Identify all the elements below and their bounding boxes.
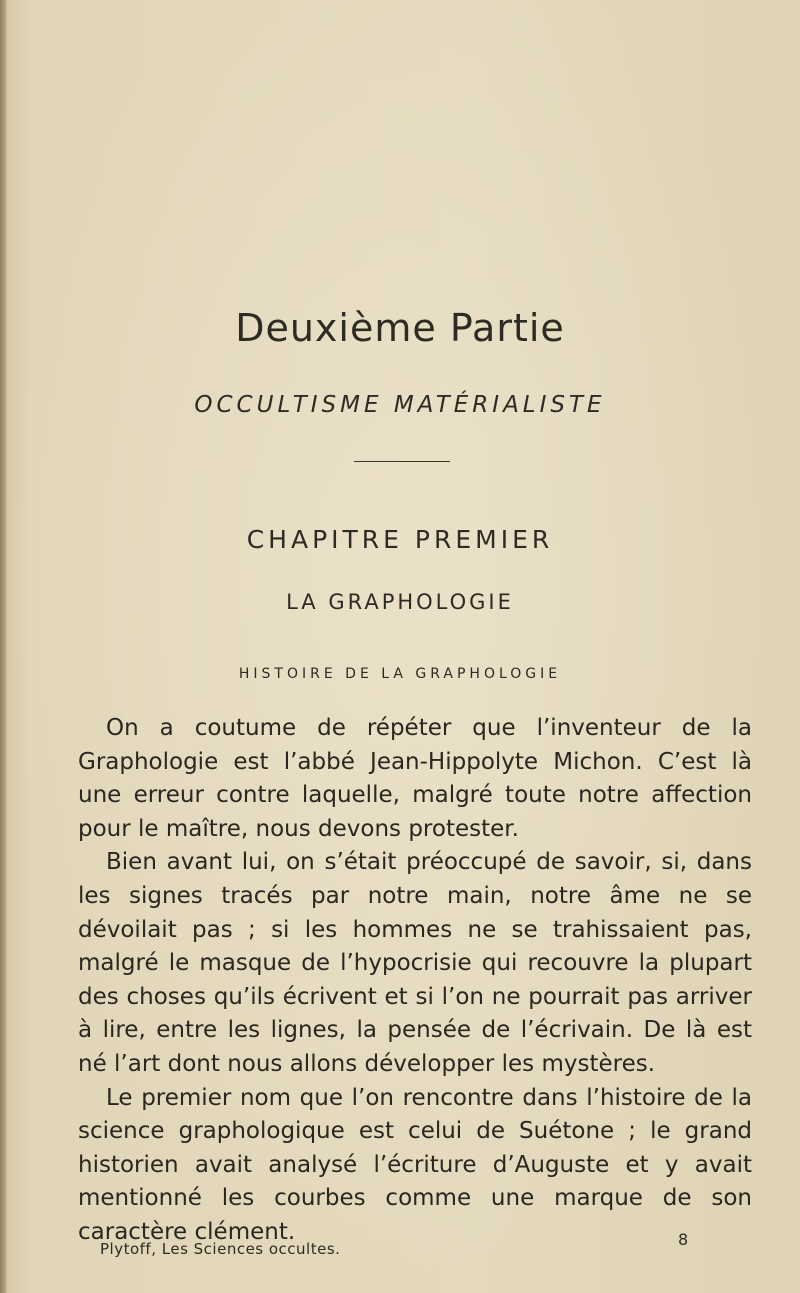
footer-signature: Plytoff, Les Sciences occultes. xyxy=(100,1240,341,1258)
body-text xyxy=(78,712,752,1250)
paragraph: Bien avant lui, on s’était préoccupé de savoir, si, dans les signes tracés par notre main, notre âme ne se dévoilait pas ; si les hommes ne se trahissaient pas, malgré le masque de l’hypocrisie qui recouvre la plupart des choses qu’ils écrivent et si l’on ne pourrait pas arriver à lire, entre les lignes, la pensée de l’écrivain. De là est né l’art dont nous allons développer les mystères. xyxy=(78,849,752,1077)
paragraph: On a coutume de répéter que l’inventeur de la Graphologie est l’abbé Jean-Hippolyte Michon. C’est là une erreur contre laquelle, malgré toute notre affection pour le maître, nous devons protester. xyxy=(78,715,752,842)
sheet-number: 8 xyxy=(678,1230,689,1249)
chapter-name: LA GRAPHOLOGIE xyxy=(286,590,514,614)
section-title: HISTOIRE DE LA GRAPHOLOGIE xyxy=(238,666,562,682)
paragraph: Le premier nom que l’on rencontre dans l’histoire de la science graphologique est celui de Suétone ; le grand historien avait analysé l’écriture d’Auguste et y avait mentionné les courbes comme une marque de son caractère clément. xyxy=(78,1084,752,1245)
divider-rule xyxy=(354,461,450,462)
part-subtitle: OCCULTISME MATÉRIALISTE xyxy=(194,392,606,418)
binding-edge xyxy=(0,0,6,1293)
part-title: Deuxième Partie xyxy=(235,306,565,350)
chapter-title: CHAPITRE PREMIER xyxy=(246,525,554,554)
